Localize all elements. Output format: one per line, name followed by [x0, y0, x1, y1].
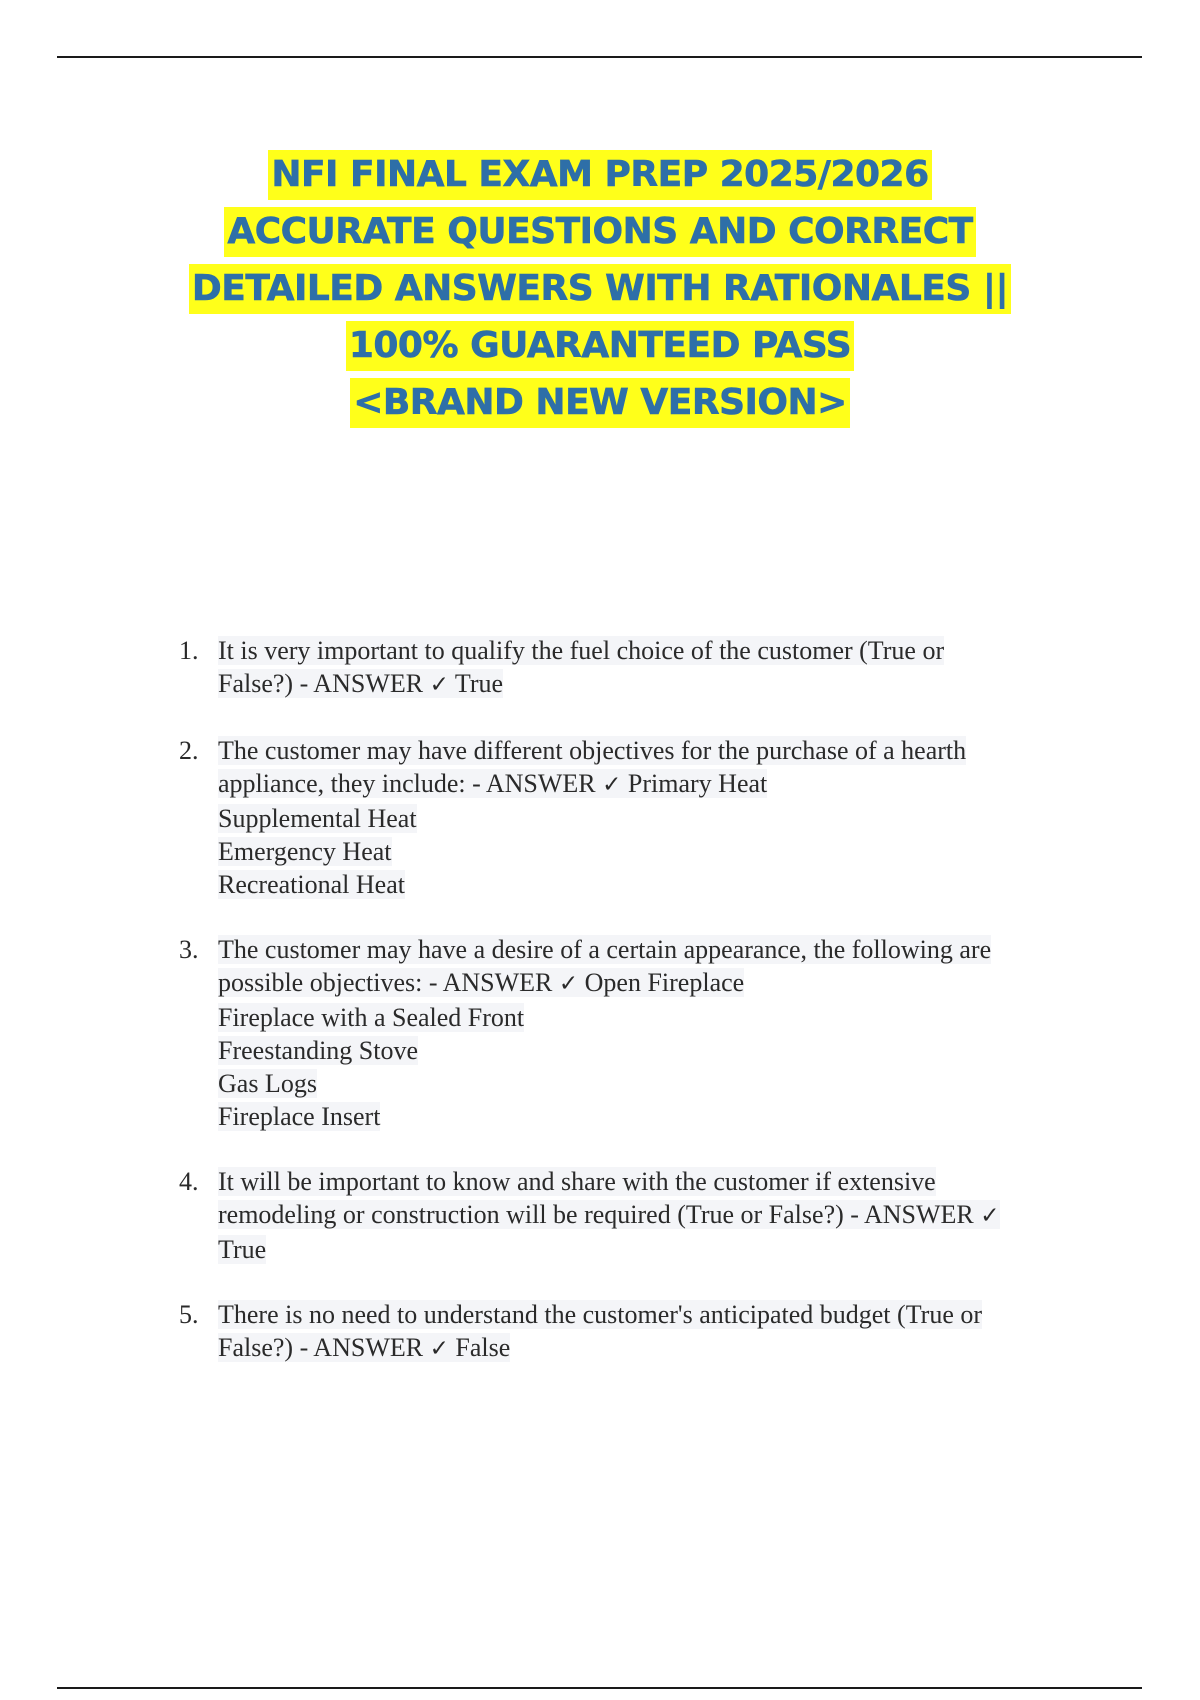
checkmark-icon: ✓	[980, 1203, 1000, 1229]
question-text-line	[218, 634, 1075, 667]
title-line: <BRAND NEW VERSION>	[0, 374, 1200, 431]
question-number: 1.	[179, 636, 199, 665]
question-text: Fireplace Insert	[218, 1102, 381, 1131]
question-text: There is no need to understand the customer's anticipated budget (True or	[218, 1300, 983, 1329]
question-text-line	[218, 1331, 1075, 1366]
question-number: 3.	[179, 935, 199, 964]
checkmark-icon: ✓	[558, 971, 579, 997]
question-text: True	[218, 1235, 267, 1264]
question-text: Fireplace with a Sealed Front	[218, 1003, 525, 1032]
question-text-line	[218, 1298, 1075, 1331]
question-text-line	[218, 966, 1075, 1001]
question-text: False	[448, 1333, 511, 1362]
question-text-line	[218, 835, 1075, 868]
question-text: Primary Heat	[621, 769, 768, 798]
question-number: 2.	[179, 736, 199, 765]
question-text: Open Fireplace	[578, 968, 745, 997]
question-text-line	[218, 767, 1075, 802]
question-text: Supplemental Heat	[218, 804, 417, 833]
question-item	[175, 1298, 1075, 1366]
question-text: False?) - ANSWER	[218, 1333, 430, 1362]
question-text: True	[448, 669, 504, 698]
question-text: The customer may have different objectives for the purchase of a hearth	[218, 736, 967, 765]
question-text: Recreational Heat	[218, 870, 405, 899]
question-text-line	[218, 868, 1075, 901]
question-text: Emergency Heat	[218, 837, 392, 866]
question-text: appliance, they include: - ANSWER	[218, 769, 603, 798]
question-text-line	[218, 1165, 1075, 1198]
title-line: ACCURATE QUESTIONS AND CORRECT	[0, 203, 1200, 260]
question-item	[175, 933, 1075, 1133]
question-text: remodeling or construction will be required (True or False?) - ANSWER	[218, 1200, 981, 1229]
question-text: It is very important to qualify the fuel choice of the customer (True or	[218, 636, 945, 665]
question-text: possible objectives: - ANSWER	[218, 968, 559, 997]
question-text-line	[218, 667, 1075, 702]
question-text-line	[218, 933, 1075, 966]
question-item	[175, 734, 1075, 901]
bottom-rule	[57, 1687, 1142, 1689]
question-text: Gas Logs	[218, 1069, 317, 1098]
question-text: Freestanding Stove	[218, 1036, 419, 1065]
question-text: It will be important to know and share with the customer if extensive	[218, 1167, 936, 1196]
title-line: DETAILED ANSWERS WITH RATIONALES ||	[0, 260, 1200, 317]
checkmark-icon: ✓	[602, 772, 622, 798]
question-item	[175, 1165, 1075, 1266]
top-rule	[57, 56, 1142, 58]
question-number: 5.	[179, 1300, 199, 1329]
document-title	[0, 146, 1200, 431]
question-text-line	[218, 734, 1075, 767]
question-text: The customer may have a desire of a certain appearance, the following are	[218, 935, 992, 964]
question-list	[175, 634, 1075, 1398]
title-line: NFI FINAL EXAM PREP 2025/2026	[0, 146, 1200, 203]
question-text-line	[218, 1067, 1075, 1100]
question-text: False?) - ANSWER	[218, 669, 430, 698]
question-text-line	[218, 1198, 1075, 1233]
question-item	[175, 634, 1075, 702]
checkmark-icon: ✓	[429, 672, 449, 698]
question-number: 4.	[179, 1167, 199, 1196]
question-text-line	[218, 1233, 1075, 1266]
question-text-line	[218, 802, 1075, 835]
question-text-line	[218, 1100, 1075, 1133]
question-text-line	[218, 1034, 1075, 1067]
question-text-line	[218, 1001, 1075, 1034]
checkmark-icon: ✓	[429, 1336, 449, 1362]
title-line: 100% GUARANTEED PASS	[0, 317, 1200, 374]
